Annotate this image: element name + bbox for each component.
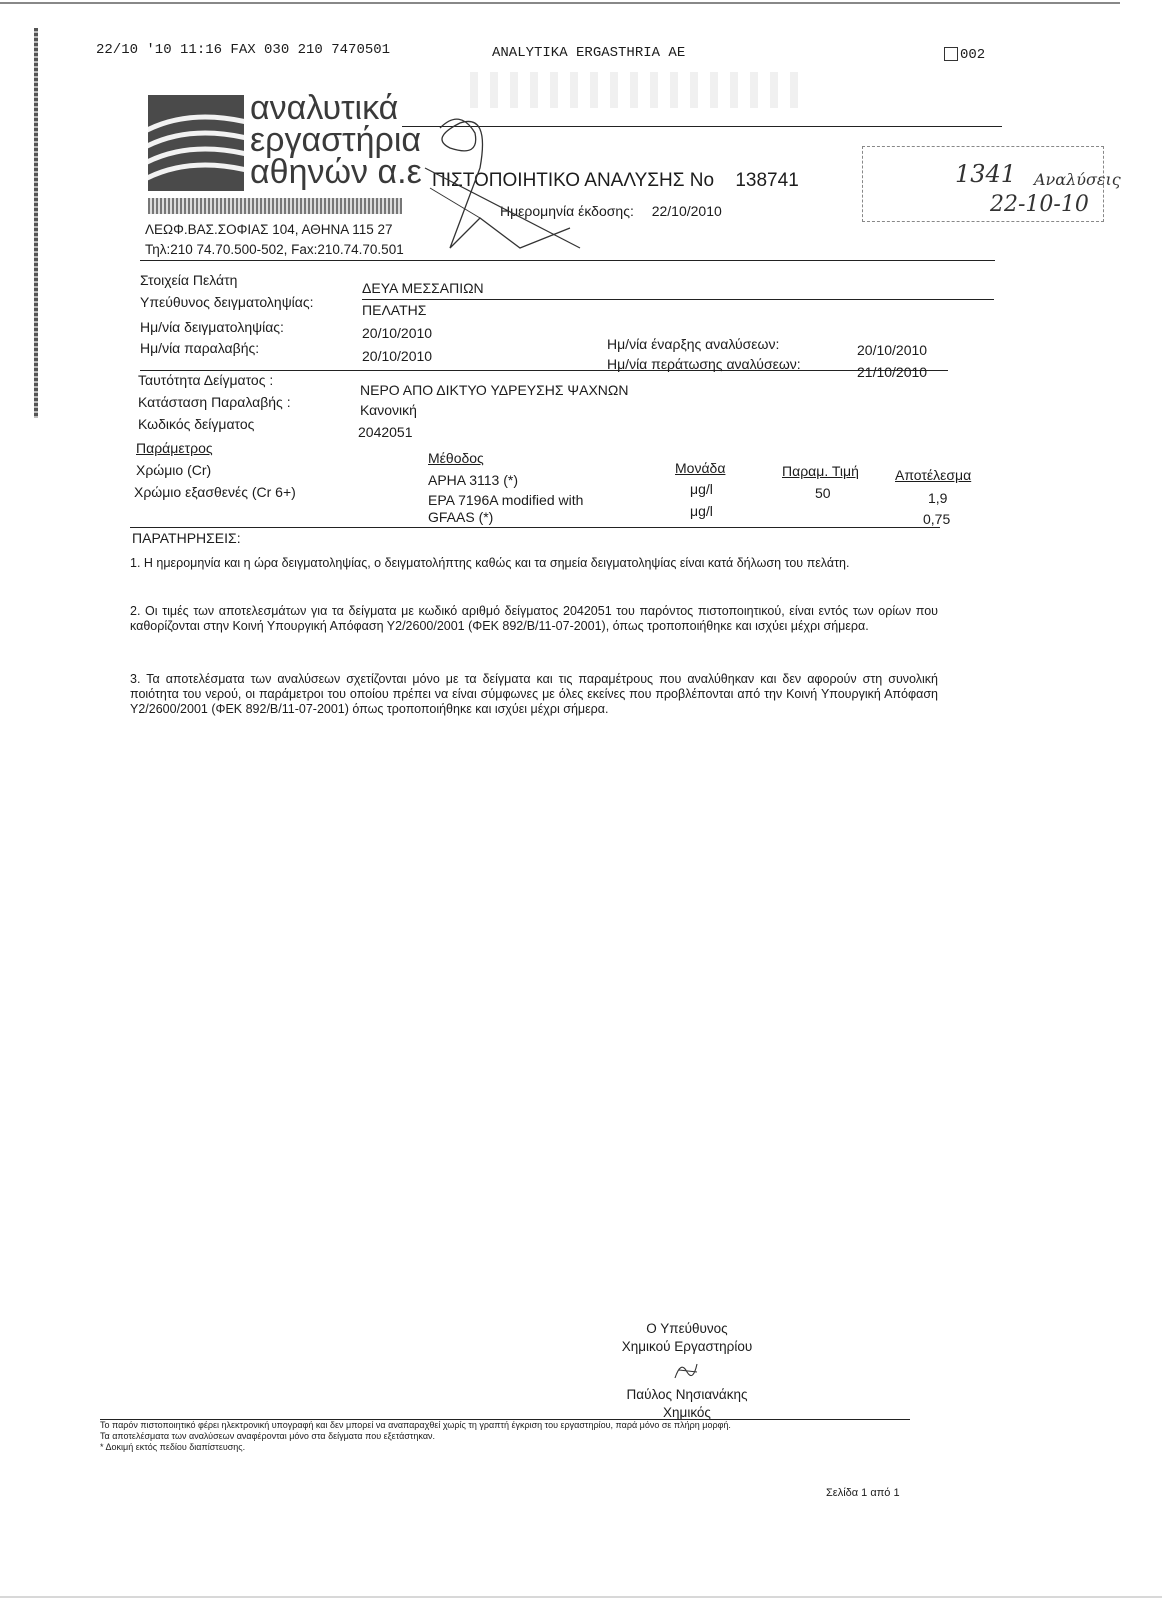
fax-timestamp: 22/10 '10 11:16 FAX 030 210 7470501 xyxy=(96,42,391,58)
scan-left-edge xyxy=(34,28,38,418)
sample-top-rule xyxy=(140,370,948,371)
signature-scribble-icon xyxy=(420,108,590,258)
header-parameter: Παράμετρος xyxy=(136,440,213,456)
row-1-result: 1,9 xyxy=(928,490,948,506)
logo-mark xyxy=(148,95,244,191)
footer-line-3: * Δοκιμή εκτός πεδίου διαπίστευσης. xyxy=(100,1442,246,1452)
footer-notes xyxy=(100,1420,920,1453)
issue-date-value: 22/10/2010 xyxy=(651,203,722,219)
header-unit: Μονάδα xyxy=(675,460,726,476)
header-result: Αποτέλεσμα xyxy=(895,467,972,483)
sample-code-label: Κωδικός δείγματος xyxy=(138,416,255,432)
remarks-title: ΠΑΡΑΤΗΡΗΣΕΙΣ: xyxy=(132,530,241,546)
company-address: ΛΕΩΦ.ΒΑΣ.ΣΟΦΙΑΣ 104, ΑΘΗΝΑ 115 27 xyxy=(145,222,393,237)
issue-date-label: Ημερομηνία έκδοσης: xyxy=(500,203,634,219)
stamp-date: 22-10-10 xyxy=(990,192,1089,217)
receipt-date-value: 20/10/2010 xyxy=(362,348,433,364)
header-limit: Παραμ. Τιμή xyxy=(782,463,859,479)
fax-page-number: 002 xyxy=(960,47,986,63)
logo-text xyxy=(250,89,422,191)
logo-underline-band xyxy=(148,198,402,214)
sample-condition-label: Κατάσταση Παραλαβής : xyxy=(138,394,291,410)
certificate-title-text: ΠΙΣΤΟΠΟΙΗΤΙΚΟ ΑΝΑΛΥΣΗΣ No xyxy=(432,170,715,191)
sampling-date-label: Ημ/νία δειγματοληψίας: xyxy=(140,319,284,335)
row-1-method: APHA 3113 (*) xyxy=(428,472,519,488)
signature-title: Χημικός xyxy=(663,1405,711,1420)
fax-page-icon xyxy=(944,47,958,61)
row-2-result: 0,75 xyxy=(923,511,951,527)
row-2-parameter: Χρώμιο εξασθενές (Cr 6+) xyxy=(134,484,296,500)
remark-2: 2. Οι τιμές των αποτελεσμάτων για τα δείγματα με κωδικό αριθμό δείγματος 2042051 του παρόντος πιστοποιητικού, είναι εντός των ορίων που καθορίζονται στην Κοινή Υπουργική Απόφαση Υ2/2600/2001 (ΦΕΚ 892/Β/11-07-2001), όπως τροποποιήθηκε και ισχύει μέχρι σήμερα. xyxy=(130,604,938,633)
analysis-end-value: 21/10/2010 xyxy=(857,364,928,380)
scan-top-edge xyxy=(0,2,1120,4)
signature-mark-icon xyxy=(667,1358,707,1384)
stamp-word: Αναλύσεις xyxy=(1034,170,1121,189)
client-value-rule xyxy=(362,299,994,300)
scan-bottom-edge xyxy=(0,1596,1162,1598)
analysis-start-value: 20/10/2010 xyxy=(857,342,928,358)
certificate-number: 138741 xyxy=(735,170,799,191)
sample-code-value: 2042051 xyxy=(358,424,413,440)
company-phone-fax: Τηλ:210 74.70.500-502, Fax:210.74.70.501 xyxy=(145,242,404,257)
logo-line-3: αθηνών α.ε xyxy=(250,153,422,191)
row-2-method-line2: GFAAS (*) xyxy=(428,509,494,525)
page-number: Σελίδα 1 από 1 xyxy=(826,1487,900,1499)
signature-role-2: Χημικού Εργαστηρίου xyxy=(621,1339,753,1354)
stamp-number: 1341 xyxy=(955,160,1017,188)
logo-waves-icon xyxy=(148,95,244,191)
header-method: Μέθοδος xyxy=(428,450,484,466)
sampler-value: ΠΕΛΑΤΗΣ xyxy=(362,302,427,318)
row-2-method: EPA 7196A modified with xyxy=(428,492,584,508)
remark-1: 1. Η ημερομηνία και η ώρα δειγματοληψίας, ο δειγματολήπτης καθώς και τα σημεία δειγματοληψίας είναι κατά δήλωση του πελάτη. xyxy=(130,556,850,570)
receipt-date-label: Ημ/νία παραλαβής: xyxy=(140,340,260,356)
logo-line-2: εργαστήρια xyxy=(250,121,422,159)
sampling-date-value: 20/10/2010 xyxy=(362,325,433,341)
remarks-rule xyxy=(130,527,940,528)
sample-condition-value: Κανονική xyxy=(360,402,417,418)
signature-role-1: Ο Υπεύθυνος xyxy=(646,1321,728,1336)
remark-3: 3. Τα αποτελέσματα των αναλύσεων σχετίζονται μόνο με τα δείγματα και τις παραμέτρους που αναλύθηκαν και δεν αφορούν στη συνολική ποιότητα του νερού, οι παράμετροι του οποίου πρέπει να είναι σύμφωνες με όλες εκείνες που προβλέπονται από την Κοινή Υπουργική Απόφαση Υ2/2600/2001 (ΦΕΚ 892/Β/11-07-2001) όπως τροποποιήθηκε και ισχύει μέχρι σήμερα. xyxy=(130,672,938,716)
faint-stamp-mark xyxy=(470,72,800,108)
sample-identity-label: Ταυτότητα Δείγματος : xyxy=(138,372,274,388)
client-value: ΔΕΥΑ ΜΕΣΣΑΠΙΩΝ xyxy=(362,280,484,296)
footer-line-2: Τα αποτελέσματα των αναλύσεων αναφέρονται μόνο στα δείγματα που εξετάστηκαν. xyxy=(100,1431,436,1441)
row-1-parameter: Χρώμιο (Cr) xyxy=(136,462,212,478)
analysis-start-label: Ημ/νία έναρξης αναλύσεων: xyxy=(607,336,780,352)
sample-identity-value: ΝΕΡΟ ΑΠΟ ΔΙΚΤΥΟ ΥΔΡΕΥΣΗΣ ΨΑΧΝΩΝ xyxy=(360,382,629,398)
footer-line-1: Το παρόν πιστοποιητικό φέρει ηλεκτρονική υπογραφή και δεν μπορεί να αναπαραχθεί χωρίς τη γραπτή έγκριση του εργαστηρίου, παρά μόνο σε πλήρη μορφή. xyxy=(100,1420,731,1430)
signature-block xyxy=(572,1320,802,1422)
sampler-label: Υπεύθυνος δειγματοληψίας: xyxy=(140,294,314,310)
row-1-limit: 50 xyxy=(815,485,831,501)
client-top-rule xyxy=(140,260,995,261)
signature-name: Παύλος Νησιανάκης xyxy=(626,1387,748,1402)
row-2-unit: μg/l xyxy=(690,503,713,519)
analysis-end-label: Ημ/νία περάτωσης αναλύσεων: xyxy=(607,356,801,372)
logo-line-1: αναλυτικά xyxy=(250,89,399,127)
row-1-unit: μg/l xyxy=(690,481,713,497)
client-label: Στοιχεία Πελάτη xyxy=(140,272,238,288)
fax-company: ANALYTIKA ERGASTHRIA AE xyxy=(492,45,686,61)
